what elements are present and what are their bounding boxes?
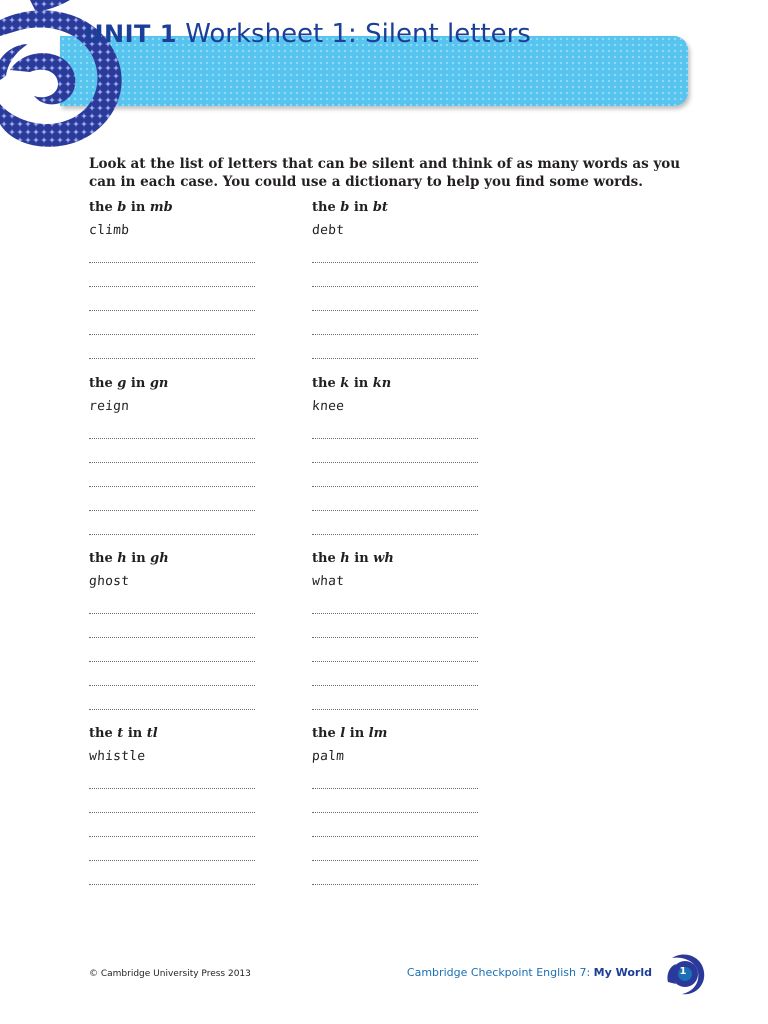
book-title [407, 966, 652, 979]
answer-line[interactable] [89, 311, 255, 335]
answer-line[interactable] [89, 335, 255, 359]
answer-line[interactable] [312, 239, 478, 263]
answer-line[interactable] [312, 439, 478, 463]
answer-line[interactable] [89, 487, 255, 511]
example-word: debt [311, 223, 345, 238]
answer-line[interactable] [89, 638, 255, 662]
answer-line[interactable] [89, 813, 255, 837]
section-heading: the k in kn [312, 376, 392, 391]
answer-line[interactable] [89, 590, 255, 614]
section-heading: the l in lm [312, 726, 388, 741]
answer-line[interactable] [312, 511, 478, 535]
book-subtitle: My World [593, 966, 652, 979]
exercise-grid [89, 199, 509, 892]
example-word: knee [311, 399, 345, 414]
answer-line[interactable] [312, 311, 478, 335]
answer-line[interactable] [312, 686, 478, 710]
answer-line[interactable] [89, 837, 255, 861]
example-word: whistle [88, 749, 146, 764]
book-title-text: Cambridge Checkpoint English 7: [406, 966, 591, 979]
answer-line[interactable] [89, 463, 255, 487]
answer-line[interactable] [89, 686, 255, 710]
answer-line[interactable] [89, 263, 255, 287]
section-heading: the h in gh [89, 551, 169, 566]
example-word: reign [88, 399, 130, 414]
answer-line[interactable] [89, 662, 255, 686]
answer-line[interactable] [312, 813, 478, 837]
example-word: what [311, 574, 345, 589]
section-heading: the b in mb [89, 200, 173, 215]
section-b-bt [312, 199, 509, 367]
answer-line[interactable] [312, 463, 478, 487]
answer-line[interactable] [312, 789, 478, 813]
answer-line[interactable] [89, 511, 255, 535]
answer-line[interactable] [312, 638, 478, 662]
page-number: 1 [679, 966, 687, 977]
answer-line[interactable] [312, 263, 478, 287]
answer-line[interactable] [312, 837, 478, 861]
answer-line[interactable] [312, 861, 478, 885]
section-l-lm [312, 725, 509, 892]
answer-line[interactable] [312, 287, 478, 311]
section-h-wh [312, 550, 509, 717]
instructions-text: Look at the list of letters that can be silent and think of as many words as you can in each case. You could use a dictionary to help you find some words. [89, 156, 681, 190]
answer-line[interactable] [89, 239, 255, 263]
answer-line[interactable] [312, 662, 478, 686]
answer-line[interactable] [89, 415, 255, 439]
example-word: climb [88, 223, 130, 238]
section-heading: the h in wh [312, 551, 394, 566]
answer-line[interactable] [89, 789, 255, 813]
section-heading: the t in tl [89, 726, 158, 741]
section-g-gn [89, 375, 312, 542]
example-word: palm [311, 749, 345, 764]
section-heading: the g in gn [89, 376, 169, 391]
answer-line[interactable] [89, 439, 255, 463]
answer-line[interactable] [89, 287, 255, 311]
section-k-kn [312, 375, 509, 542]
worksheet-title [84, 16, 531, 52]
copyright-text: © Cambridge University Press 2013 [89, 969, 251, 979]
worksheet-title-text: Worksheet 1: Silent letters [185, 19, 531, 49]
section-heading: the b in bt [312, 200, 388, 215]
answer-line[interactable] [89, 614, 255, 638]
section-t-tl [89, 725, 312, 892]
example-word: ghost [88, 574, 130, 589]
answer-line[interactable] [312, 590, 478, 614]
answer-line[interactable] [89, 861, 255, 885]
answer-line[interactable] [312, 487, 478, 511]
answer-line[interactable] [312, 765, 478, 789]
unit-label: UNIT 1 [84, 20, 177, 48]
answer-line[interactable] [89, 765, 255, 789]
section-h-gh [89, 550, 312, 717]
answer-line[interactable] [312, 614, 478, 638]
section-b-mb [89, 199, 312, 367]
answer-line[interactable] [312, 415, 478, 439]
answer-line[interactable] [312, 335, 478, 359]
